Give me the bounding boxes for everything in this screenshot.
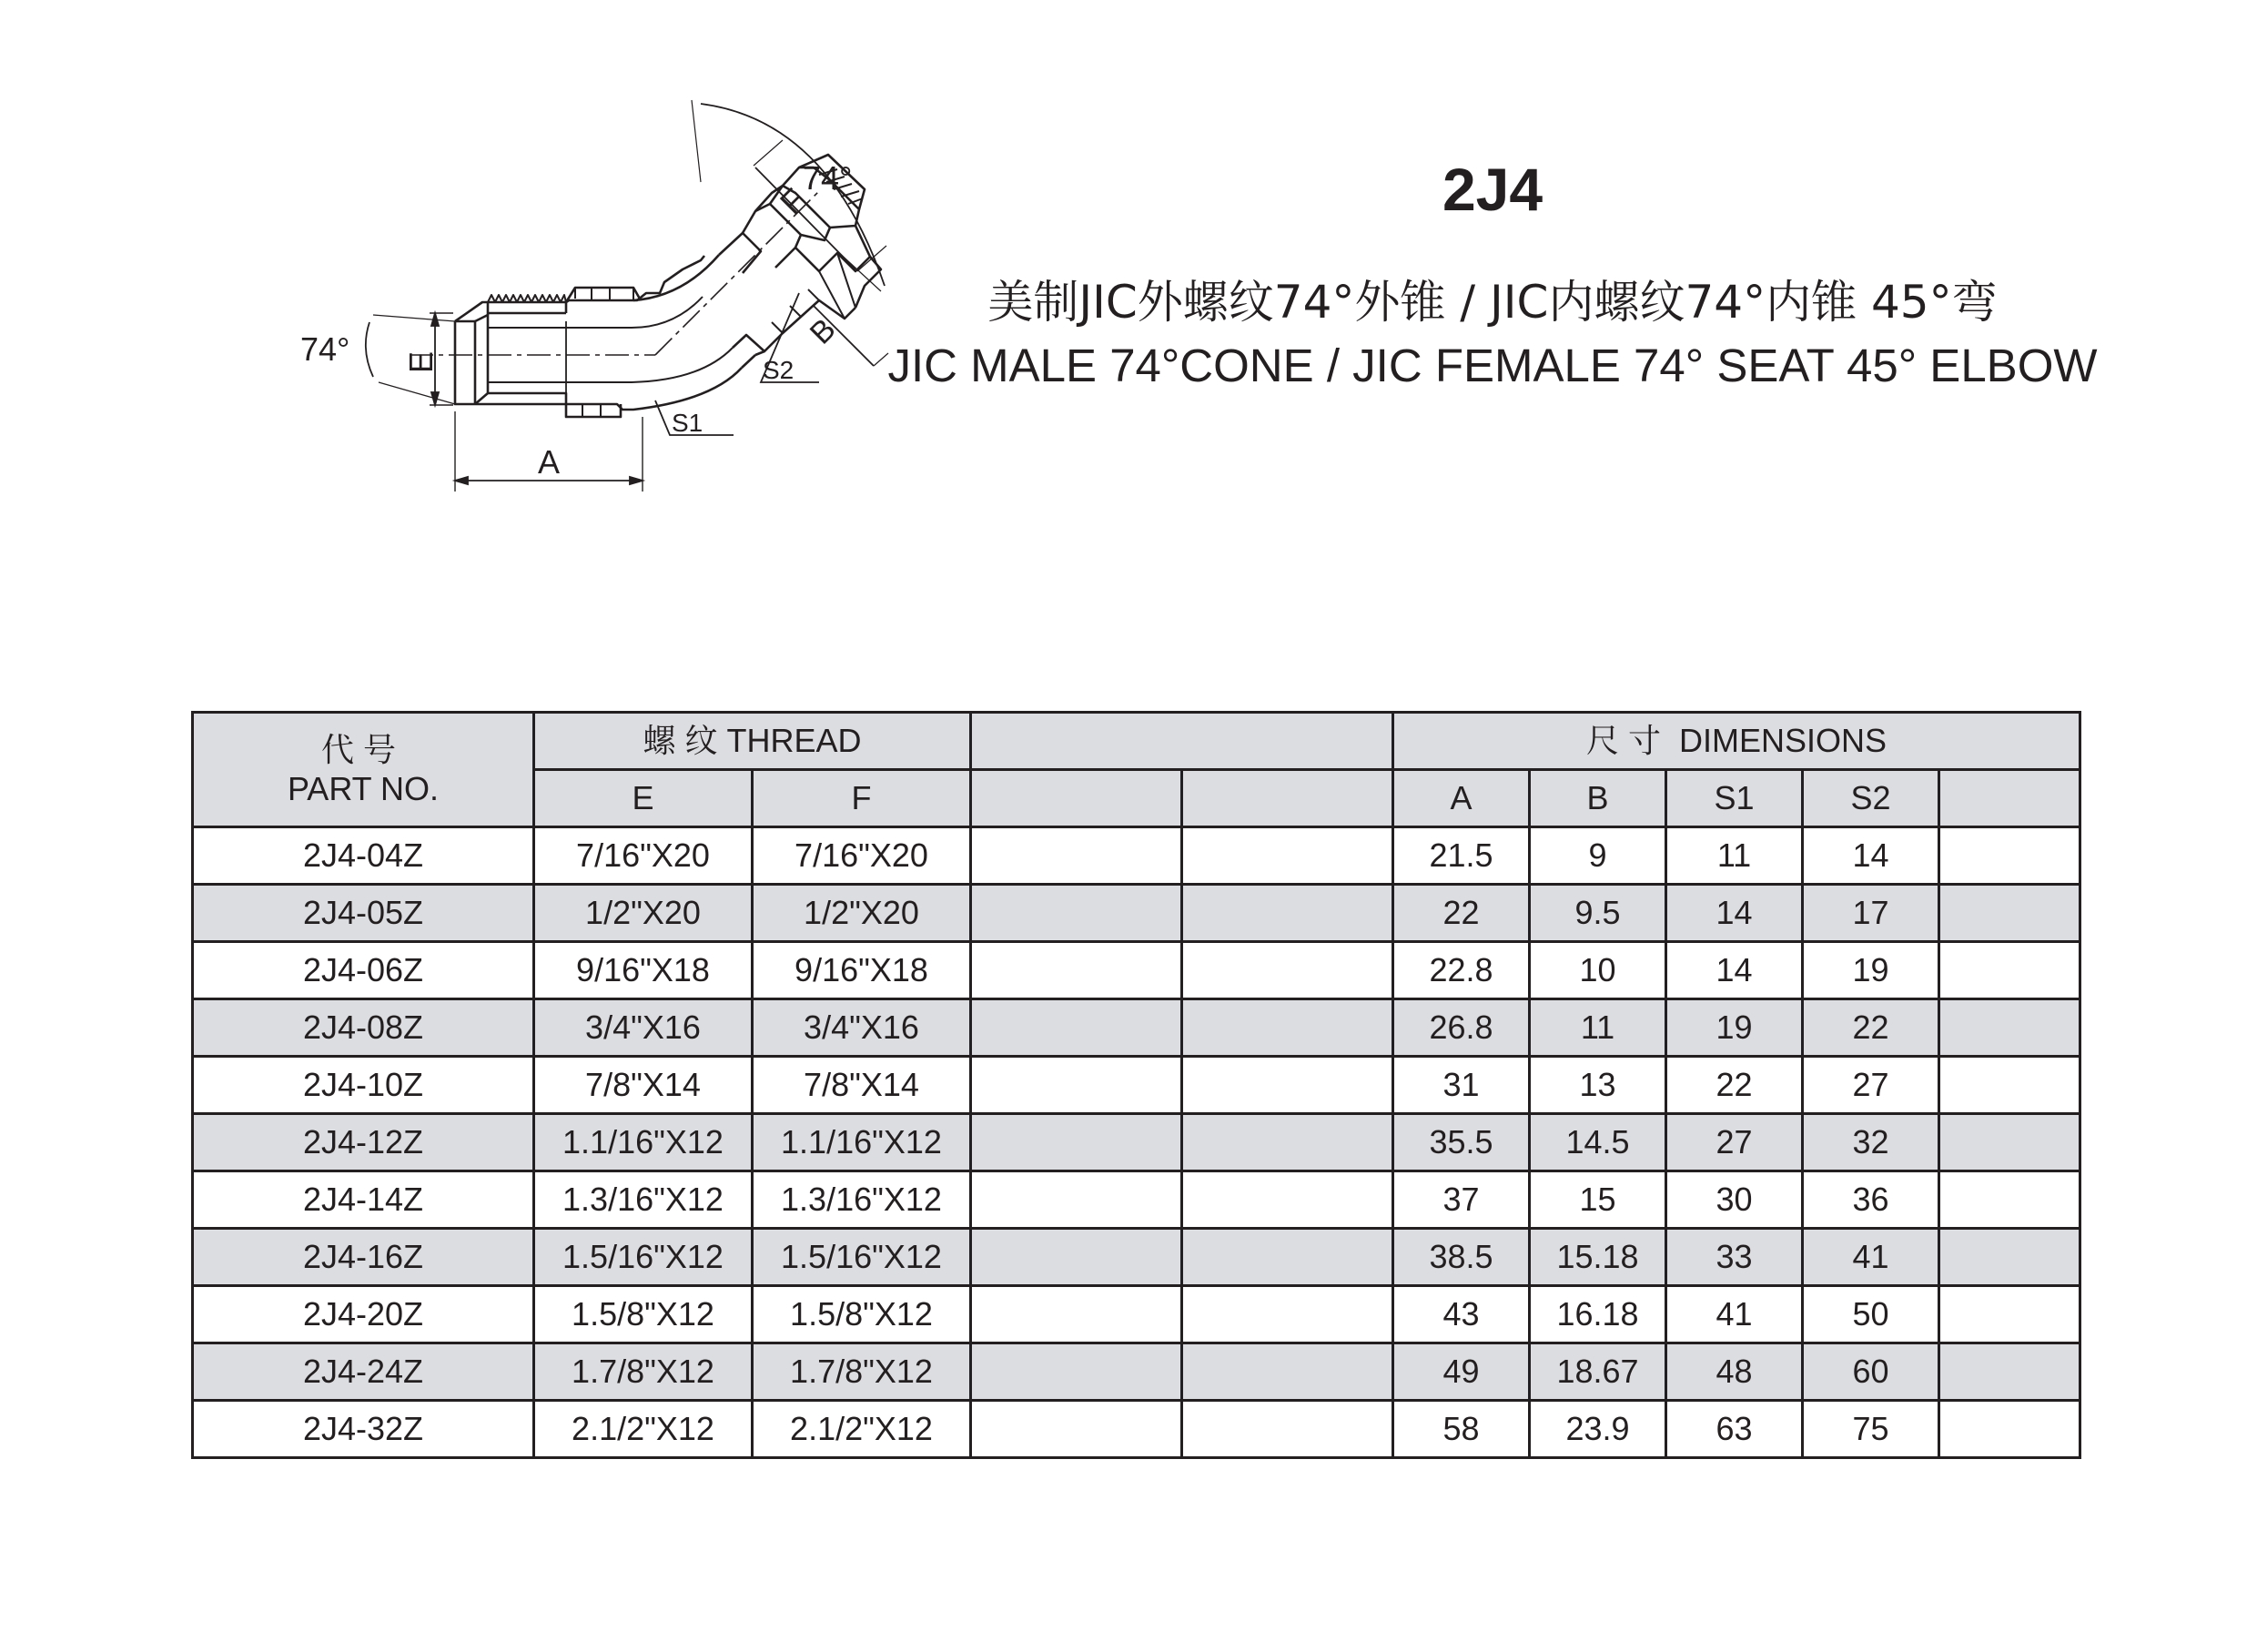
blank-cell [971, 1171, 1182, 1229]
dim-s2-cell: 19 [1803, 942, 1939, 999]
blank-cell [1939, 1229, 2080, 1286]
thread-e-cell: 1.1/16"X12 [534, 1114, 753, 1171]
table-row [193, 1229, 2080, 1286]
dim-a-cell: 26.8 [1393, 999, 1530, 1057]
dim-b-cell: 15 [1530, 1171, 1666, 1229]
thread-f-cell: 7/8"X14 [753, 1057, 971, 1114]
dim-b-cell: 13 [1530, 1057, 1666, 1114]
table-row [193, 1114, 2080, 1171]
dim-s2-cell: 14 [1803, 827, 1939, 885]
dim-s2-cell: 75 [1803, 1401, 1939, 1458]
thread-e-cell: 9/16"X18 [534, 942, 753, 999]
blank-cell [1939, 1343, 2080, 1401]
col-header-s1: S1 [1666, 770, 1803, 827]
blank-header [971, 713, 1393, 770]
part-no-header [193, 713, 534, 827]
table-row [193, 1057, 2080, 1114]
part-no-cell: 2J4-32Z [193, 1401, 534, 1458]
dim-a-cell: 58 [1393, 1401, 1530, 1458]
blank-cell [1939, 1057, 2080, 1114]
dimensions-label-cn: 尺寸 [1585, 722, 1670, 760]
dim-b-cell: 11 [1530, 999, 1666, 1057]
blank-cell [971, 1229, 1182, 1286]
angle-label-left: 74° [300, 330, 350, 368]
spec-table [191, 711, 2081, 1459]
thread-e-cell: 1/2"X20 [534, 885, 753, 942]
thread-f-cell: 1.7/8"X12 [753, 1343, 971, 1401]
col-header-blank [1182, 770, 1393, 827]
dim-s1-cell: 48 [1666, 1343, 1803, 1401]
dim-b-cell: 18.67 [1530, 1343, 1666, 1401]
dim-s2-cell: 27 [1803, 1057, 1939, 1114]
thread-e-cell: 1.5/16"X12 [534, 1229, 753, 1286]
part-no-cell: 2J4-16Z [193, 1229, 534, 1286]
dim-a-cell: 22.8 [1393, 942, 1530, 999]
dim-s2-cell: 41 [1803, 1229, 1939, 1286]
thread-e-cell: 1.7/8"X12 [534, 1343, 753, 1401]
blank-cell [1182, 1114, 1393, 1171]
blank-cell [971, 999, 1182, 1057]
blank-cell [1939, 827, 2080, 885]
subtitle-chinese: 美制JIC外螺纹74°外锥 / JIC内螺纹74°内锥 45°弯 [987, 276, 1998, 329]
blank-cell [1182, 1343, 1393, 1401]
blank-cell [1182, 1286, 1393, 1343]
table-row [193, 827, 2080, 885]
blank-cell [1939, 1171, 2080, 1229]
blank-cell [1939, 1401, 2080, 1458]
table-row [193, 1343, 2080, 1401]
blank-cell [971, 1343, 1182, 1401]
part-no-cell: 2J4-10Z [193, 1057, 534, 1114]
part-no-cell: 2J4-08Z [193, 999, 534, 1057]
dim-s1-cell: 63 [1666, 1401, 1803, 1458]
dim-a-cell: 43 [1393, 1286, 1530, 1343]
dim-s1-cell: 22 [1666, 1057, 1803, 1114]
dim-label-f: F [772, 180, 814, 222]
dim-s1-cell: 14 [1666, 885, 1803, 942]
thread-label-cn: 螺纹 [643, 722, 727, 760]
table-row [193, 942, 2080, 999]
dim-label-e: E [402, 350, 440, 374]
dim-b-cell: 10 [1530, 942, 1666, 999]
blank-cell [1182, 827, 1393, 885]
col-header-a: A [1393, 770, 1530, 827]
fitting-drawing [273, 91, 910, 510]
dim-s1-cell: 19 [1666, 999, 1803, 1057]
thread-f-cell: 3/4"X16 [753, 999, 971, 1057]
dimensions-header [1393, 713, 2080, 770]
part-no-cell: 2J4-20Z [193, 1286, 534, 1343]
dim-label-s2: S2 [763, 356, 795, 384]
thread-e-cell: 1.3/16"X12 [534, 1171, 753, 1229]
dim-a-cell: 31 [1393, 1057, 1530, 1114]
thread-e-cell: 3/4"X16 [534, 999, 753, 1057]
dim-s1-cell: 14 [1666, 942, 1803, 999]
dim-s1-cell: 11 [1666, 827, 1803, 885]
thread-e-cell: 1.5/8"X12 [534, 1286, 753, 1343]
table-row [193, 999, 2080, 1057]
col-header-s2: S2 [1803, 770, 1939, 827]
thread-e-cell: 7/16"X20 [534, 827, 753, 885]
dim-label-b: B [803, 311, 843, 351]
dim-s1-cell: 41 [1666, 1286, 1803, 1343]
thread-f-cell: 2.1/2"X12 [753, 1401, 971, 1458]
dim-s1-cell: 33 [1666, 1229, 1803, 1286]
thread-f-cell: 1/2"X20 [753, 885, 971, 942]
blank-cell [971, 827, 1182, 885]
table-header-row-1 [193, 713, 2080, 770]
part-no-cell: 2J4-06Z [193, 942, 534, 999]
blank-cell [971, 885, 1182, 942]
part-no-label-cn: 代号 [320, 732, 405, 769]
dim-a-cell: 21.5 [1393, 827, 1530, 885]
table-row [193, 885, 2080, 942]
col-header-b: B [1530, 770, 1666, 827]
thread-f-cell: 7/16"X20 [753, 827, 971, 885]
blank-cell [1939, 1114, 2080, 1171]
dim-s2-cell: 60 [1803, 1343, 1939, 1401]
dim-s1-cell: 27 [1666, 1114, 1803, 1171]
blank-cell [971, 1286, 1182, 1343]
blank-cell [1939, 1286, 2080, 1343]
dim-b-cell: 23.9 [1530, 1401, 1666, 1458]
dim-s1-cell: 30 [1666, 1171, 1803, 1229]
blank-cell [971, 1401, 1182, 1458]
male-body-outline [455, 321, 742, 410]
dim-b-cell: 16.18 [1530, 1286, 1666, 1343]
thread-f-cell: 1.5/8"X12 [753, 1286, 971, 1343]
blank-cell [1939, 999, 2080, 1057]
blank-cell [1182, 885, 1393, 942]
part-no-cell: 2J4-12Z [193, 1114, 534, 1171]
blank-cell [1182, 999, 1393, 1057]
thread-f-cell: 1.3/16"X12 [753, 1171, 971, 1229]
col-header-f: F [753, 770, 971, 827]
dim-s2-cell: 22 [1803, 999, 1939, 1057]
blank-cell [1182, 1057, 1393, 1114]
dimensions-label-en: DIMENSIONS [1679, 721, 1888, 759]
dim-b-cell: 9 [1530, 827, 1666, 885]
blank-cell [1182, 1229, 1393, 1286]
blank-cell [971, 942, 1182, 999]
blank-cell [1939, 942, 2080, 999]
dim-a-cell: 37 [1393, 1171, 1530, 1229]
part-no-cell: 2J4-24Z [193, 1343, 534, 1401]
angle-label-top: 74° [803, 159, 853, 197]
model-title: 2J4 [1442, 156, 1543, 223]
thread-e-cell: 2.1/2"X12 [534, 1401, 753, 1458]
part-no-label-en: PART NO. [287, 770, 440, 807]
dim-s2-cell: 32 [1803, 1114, 1939, 1171]
blank-cell [1182, 1401, 1393, 1458]
thread-f-cell: 1.5/16"X12 [753, 1229, 971, 1286]
thread-label-en: THREAD [726, 721, 862, 759]
blank-cell [971, 1057, 1182, 1114]
dim-a-cell: 35.5 [1393, 1114, 1530, 1171]
thread-e-cell: 7/8"X14 [534, 1057, 753, 1114]
dim-s2-cell: 50 [1803, 1286, 1939, 1343]
dim-a-cell: 22 [1393, 885, 1530, 942]
dim-b-cell: 9.5 [1530, 885, 1666, 942]
thread-f-cell: 1.1/16"X12 [753, 1114, 971, 1171]
col-header-blank [1939, 770, 2080, 827]
part-no-cell: 2J4-14Z [193, 1171, 534, 1229]
dim-b-cell: 15.18 [1530, 1229, 1666, 1286]
table-row [193, 1171, 2080, 1229]
table-row [193, 1401, 2080, 1458]
table-row [193, 1286, 2080, 1343]
col-header-e: E [534, 770, 753, 827]
part-no-cell: 2J4-05Z [193, 885, 534, 942]
dim-label-a: A [537, 443, 561, 481]
dim-a-cell: 49 [1393, 1343, 1530, 1401]
dim-a-cell: 38.5 [1393, 1229, 1530, 1286]
blank-cell [1939, 885, 2080, 942]
dim-s2-cell: 17 [1803, 885, 1939, 942]
dim-b-cell: 14.5 [1530, 1114, 1666, 1171]
col-header-blank [971, 770, 1182, 827]
dim-label-s1: S1 [672, 409, 703, 437]
thread-header [534, 713, 971, 770]
dim-s2-cell: 36 [1803, 1171, 1939, 1229]
female-body-outline [719, 233, 761, 273]
part-no-cell: 2J4-04Z [193, 827, 534, 885]
subtitle-english: JIC MALE 74°CONE / JIC FEMALE 74° SEAT 45° ELBOW [887, 340, 2098, 391]
thread-f-cell: 9/16"X18 [753, 942, 971, 999]
blank-cell [1182, 1171, 1393, 1229]
blank-cell [1182, 942, 1393, 999]
blank-cell [971, 1114, 1182, 1171]
